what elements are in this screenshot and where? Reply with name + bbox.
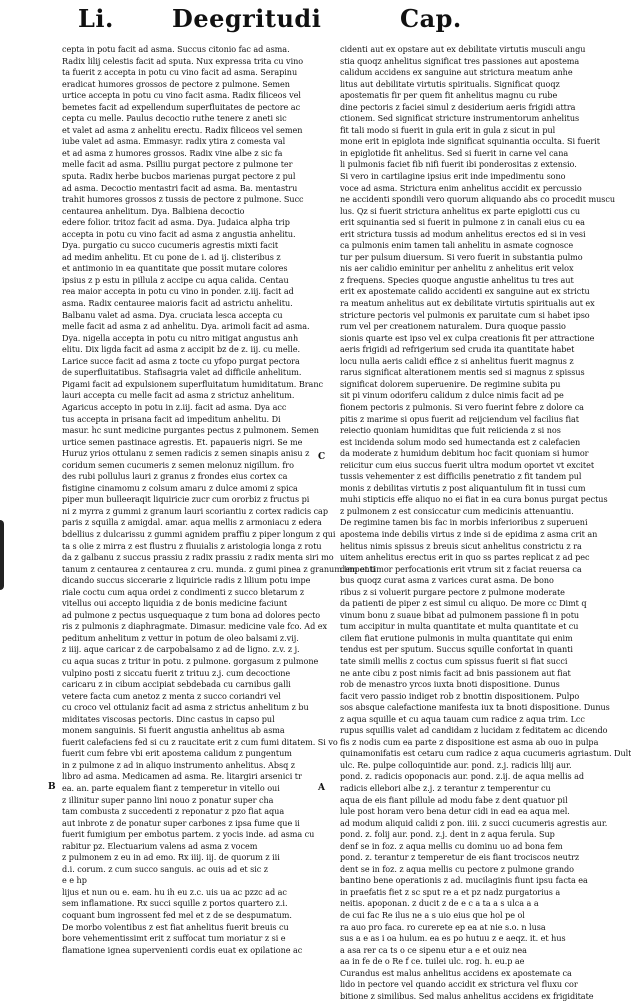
- text-line: bantino bene operationis z ad. mucilaginis fiunt ipsu facta ea: [340, 875, 588, 886]
- text-line: bitione z similibus. Sed malus anhelitus accidens ex frigiditate: [340, 990, 594, 1001]
- text-line: paris z squilla z amigdal. amar. aqua mellis z armoniacu z edera: [62, 517, 322, 528]
- text-line: fionem pectoris z pulmonis. Si vero fuerint febre z dolore ca: [340, 401, 584, 412]
- text-line: riale coctu cum aqua ordei z condimenti z succo bletarum z: [62, 586, 305, 597]
- text-line: neitis. apoponan. z ducit z de e c a ta a s ulca a a: [340, 898, 539, 909]
- text-line: aut inbrote z de ponatur super carbones z ipsa fume que ii: [62, 817, 300, 828]
- text-line: li pulmonis faciet fib nifi fuerit ibi ponderositas z extensio.: [340, 159, 577, 170]
- text-line: et ad asma z humores grossos. Radix vine albe z sic fa: [62, 147, 283, 158]
- text-line: lule post horam vero bena detur cidi in ead ea aqua mel.: [340, 806, 570, 817]
- text-line: ctionem. Sed significat stricture instrumentorum anhelitus: [340, 113, 580, 124]
- text-line: de superfluitatibus. Stafisagria valet ad difficile anhelitum.: [62, 367, 302, 378]
- chapter-heading: Cap.: [400, 4, 462, 33]
- text-line: Agaricus accepto in potu in z.iij. facit ad asma. Dya acc: [62, 401, 287, 412]
- text-line: de cui fac Re ilus ne a s uio eius que hol pe ol: [340, 910, 525, 921]
- text-line: Huruz yrios ottulanu z semen radicis z semen sinapis anisu z: [62, 448, 310, 459]
- text-line: lijus et nun ou e. eam. hu ih eu z.c. uis ua ac pzzc ad ac: [62, 886, 287, 897]
- text-line: tate simili mellis z coctus cum spissus fuerit si fiat succi: [340, 655, 568, 666]
- text-line: lido in pectore vel quando accidit ex strictura vel fluxu cor: [340, 979, 578, 990]
- text-line: pond. z. radicis opoponacis aur. pond. z.ij. de aqua mellis ad: [340, 771, 585, 782]
- text-line: ta s olie z mirra z est flustru z fluuialis z aristologia longa z rotu: [62, 540, 322, 551]
- text-line: stricture pectoris vel pulmonis ex paruitate cum si habet ipso: [340, 309, 590, 320]
- text-line: caricaru z in cibum accipiat sebdebada cu carnibus galli: [62, 679, 291, 690]
- text-line: libro ad asma. Medicamen ad asma. Re. litargiri arsenici tr: [62, 771, 302, 782]
- text-line: locu nulla aeris calidi effice z si anhelitus fuerit magnus z: [340, 355, 574, 366]
- text-line: Dya. purgatio cu succo cucumeris agrestis mixti facit: [62, 240, 279, 251]
- text-line: ad modum aliquid calidi z pon. iiii. z succi cucumeris agrestis aur.: [340, 817, 608, 828]
- text-line: a asa rer ca ts o ce sipenu etur a e et ouiz nea: [340, 944, 527, 955]
- text-line: pitis z marime si opus fuerit ad reijciendum vel facilius fiat: [340, 413, 580, 424]
- text-line: lauri accepta cu melle facit ad asma z strictuz anhelitum.: [62, 390, 295, 401]
- text-line: cilem fiat erutione pulmonis in multa quantitate qui enim: [340, 632, 573, 643]
- text-line: fuerit calefaciens fed si cu z raucitate erit z cum fumi ditatem. Si vo: [62, 736, 338, 747]
- text-line: cu aqua sucas z tritur in potu. z pulmone. gorgasum z pulmone: [62, 655, 319, 666]
- text-line: ne accidenti spondili vero quorum aliquando abs co procedit muscu: [340, 194, 616, 205]
- text-line: sem inflamatione. Rx succi squille z portos quartero z.i.: [62, 898, 288, 909]
- text-line: calidum accidens ex sanguine aut strictura meatum anhe: [340, 67, 573, 78]
- text-line: in z pulmone z ad in aliquo instrumento anhelitus. Absq z: [62, 759, 295, 770]
- text-line: Curandus est malus anhelitus accidens ex apostemate ca: [340, 967, 572, 978]
- text-line: Balbanu valet ad asma. Dya. cruciata lesca accepta cu: [62, 309, 283, 320]
- text-line: erit ex apostemate calido accidenti ex sanguine aut ex strictu: [340, 286, 590, 297]
- text-line: ra auo pro faca. ro curerete ep ea at nie s.o. n lusa: [340, 921, 546, 932]
- text-line: ne ante cibu z post nimis facit ad bnis passionem aut fiat: [340, 667, 571, 678]
- text-line: elitu. Dix ligda facit ad asma z accipit bz de z. iij. cu melle.: [62, 344, 300, 355]
- text-line: erit strictura tussis ad modum anhelitus erectos ed si in vesi: [340, 228, 586, 239]
- text-line: miditates viscosas pectoris. Dinc castus in capso pul: [62, 713, 275, 724]
- text-line: fis z nodis cum ea parte z dispositione est asma ab ouo in pulpa: [340, 736, 599, 747]
- text-line: da moderate z humidum debitum hoc facit quoniam si humor: [340, 448, 589, 459]
- text-line: et antimonio in ea quantitate que possit mutare colores: [62, 263, 288, 274]
- text-line: ta fuerit z accepta in potu cu vino facit ad asma. Serapinu: [62, 67, 298, 78]
- text-line: cepta in potu facit ad asma. Succus citonio fac ad asma.: [62, 44, 290, 54]
- text-line: lus. Qz si fuerit strictura anhelitus ex parte epiglotti cus cu: [340, 205, 581, 216]
- text-line: ni z myrra z gummi z granum lauri scoriantiu z cortex radicis cap: [62, 505, 328, 516]
- text-line: z pulmonem z est consiccatur cum medicinis attenuantiu.: [340, 505, 574, 516]
- text-line: ulc. Re. pulpe colloquintide aur. pond. z.j. radicis lilij aur.: [340, 759, 572, 770]
- text-line: accepta in potu cu vino facit ad asma z angustia anhelitu.: [62, 228, 296, 239]
- text-line: da z galbanu z succus prassiu z radix prassiu z radix menta siri mo: [62, 552, 334, 563]
- text-line: centaurea anhelitum. Dya. Balbiena decoctio: [62, 205, 245, 216]
- text-line: fistigine cinamomu z colsum amaru z dulce amomi z spica: [62, 482, 298, 493]
- binding-shadow: [0, 520, 4, 590]
- text-line: bemetes facit ad expellendum superfluitates de pectore ac: [62, 101, 301, 112]
- text-line: voce ad asma. Strictura enim anhelitus accidit ex percussio: [340, 182, 582, 193]
- text-line: da patienti de piper z est simul cu aliquo. De more cc Dimt q: [340, 598, 587, 609]
- text-line: monis z debilitas virtutis z post aliquantulum fit in tussi cum: [340, 482, 586, 493]
- text-line: iube valet ad asma. Emmasyr. radix ytira z comesta val: [62, 136, 286, 147]
- text-line: pond. z. folij aur. pond. z.j. dent in z aqua ferula. Sup: [340, 829, 555, 840]
- running-title: Deegritudi: [172, 4, 322, 33]
- text-line: urtice accepta in potu cu vino facit asma. Radix filiceos vel: [62, 90, 301, 101]
- text-line: peditum anhelitum z vettur in potum de oleo balsami z.vij.: [62, 632, 299, 643]
- text-line: melle facit ad asma z ad anhelitu. Dya. arimoli facit ad asma.: [62, 321, 310, 332]
- text-line: rarus significat alterationem mentis sed si magnus z spissus: [340, 367, 585, 378]
- text-line: rum vel per creationem naturalem. Dura quoque passio: [340, 321, 566, 332]
- text-line: rea maior accepta in potu cu vino in ponder. z.iij. facit ad: [62, 286, 294, 297]
- text-line: aeris frigidi ad refrigerium sed cruda ita quantitate habet: [340, 344, 575, 355]
- text-line: edere folior. tritoz facit ad asma. Dya. Judaica alpha trip: [62, 217, 290, 228]
- text-line: reiicitur cum eius succus fuerit ultra modum oportet vt excitet: [340, 459, 595, 470]
- text-line: et valet ad asma z anhelitu erectu. Radix filiceos vel semen: [62, 124, 303, 135]
- text-line: est incidenda solum modo sed humectanda est z calefacien: [340, 436, 581, 447]
- text-line: significat dolorem superuenire. De regimine subita pu: [340, 378, 561, 389]
- text-line: eradicat humores grossos de pectore z pulmone. Semen: [62, 78, 290, 89]
- text-line: radicis ellebori albe z.j. z terantur z temperentur cu: [340, 783, 551, 793]
- text-line: cu croco vel ottulaniz facit ad asma z strictus anhelitum z bu: [62, 702, 309, 713]
- text-line: coquant bum ingrossent fed mel et z de se despumatum.: [62, 910, 292, 921]
- margin-letter-a: A: [318, 783, 325, 793]
- text-line: quinamonifatis est cetaru cum radice z aqua cucumeris agriastum. Dult: [340, 748, 631, 759]
- text-line: z aqua squille et cu aqua tauam cum radice z aqua trim. Lcc: [340, 713, 585, 724]
- text-line: tus accepta in prisana facit ad impeditum anhelitu. Di: [62, 413, 281, 424]
- text-line: Pigami facit ad expulsionem superfluitatum humiditatum. Branc: [62, 378, 323, 389]
- text-line: ris z pulmonis z diaphragmate. Dimasur. medicine vale fco. Ad ex: [62, 621, 327, 632]
- text-line: z frequens. Species quoque angustie anhelitus tu tres aut: [340, 274, 574, 285]
- text-line: melle facit ad asma. Psilliu purgat pectore z pulmone ter: [62, 159, 293, 170]
- text-line: sit pi vinum odoriferu calidum z dulce nimis facit ad pe: [340, 390, 564, 401]
- text-line: piper mun bulleeraqit liquiricie zucr cum ororbiz z fructus pi: [62, 494, 310, 505]
- text-line: pond. z. terantur z temperetur de eis fiant trociscos neutrz: [340, 852, 580, 863]
- text-line: dem et timor perfocationis erit vtrum sit z faciat reuersa ca: [340, 563, 582, 574]
- text-line: ipsius z p estu in pillula z accipe cu aqua calida. Centau: [62, 274, 289, 285]
- text-line: apostematis fir per quem fit anhelitus magnu cu rube: [340, 90, 558, 101]
- text-line: monem sanguinis. Si fuerit angustia anhelitus ab asma: [62, 725, 285, 736]
- text-line: erit squinantia sed si fuerit in pulmone z in canali eius cu ea: [340, 217, 585, 228]
- text-line: Dya. nigella accepta in potu cu nitro mitigat angustus anh: [62, 332, 299, 343]
- text-line: flamatione ignea supervenienti cordis euat ex opilatione ac: [62, 944, 303, 955]
- text-line: uitem anhelitus erectus erit in quo ss partes replicat z ad pec: [340, 552, 590, 563]
- text-line: tum accipitur in multa quantitate et multa quantitate et cu: [340, 621, 579, 632]
- text-line: z pulmonem z eu in ad emo. Rx iiij. iij. de quorum z iii: [62, 852, 280, 863]
- text-line: tanum z centaurea z centaurea z cru. munda. z gumi pinea z granum impenti: [62, 563, 376, 574]
- margin-letter-c: C: [318, 452, 326, 462]
- text-line: rabitur pz. Electuarium valens ad asma z vocem: [62, 840, 258, 851]
- text-line: masur. hc sunt medicine purgantes pectus z pulmonem. Semen: [62, 425, 319, 436]
- text-line: tussis vehementer z est difficilis penetratio z fit tandem pul: [340, 471, 582, 482]
- text-line: helitus nimis spissus z breuis sicut anhelitus constrictu z ra: [340, 540, 582, 551]
- text-line: stia quoqz anhelitus significat tres passiones aut apostema: [340, 55, 580, 66]
- text-line: reiectio quoniam humiditas que fuit reiicienda z si nos: [340, 425, 561, 436]
- text-line: ad medim anhelitu. Et cu pone de i. ad ij. clisteribus z: [62, 251, 281, 262]
- text-line: sputa. Radix herbe bucbos marienas purgat pectore z pul: [62, 171, 296, 182]
- text-line: des rubi pollulus lauri z granus z frondes eius cortex ca: [62, 471, 288, 482]
- text-line: sus a e as i oa hulum. ea es po hutuu z e aeqz. it. et hus: [340, 933, 566, 944]
- text-line: ra meatum anhelitus aut ex debilitate virtutis spiritualis aut ex: [340, 298, 595, 309]
- text-line: asma. Radix centauree maioris facit ad astrictu anhelitu.: [62, 298, 293, 309]
- text-line: in praefatis fiet z sc sput re a et pz nadz purgatorius a: [340, 886, 561, 897]
- text-line: bdellius z dulcarissu z gummi agnidem praffiu z piper longum z qui: [62, 528, 336, 539]
- text-line: nis aer calidio eminitur per anhelitu z anhelitus erit velox: [340, 263, 574, 274]
- text-line: apostema inde debilis virtus z inde si de epidima z asma crit an: [340, 528, 598, 539]
- text-line: muhi stipticis effe aliquo no ei fiat in ea cura bonus purgat pectus: [340, 494, 608, 505]
- text-line: dent se in foz. z aqua mellis cu pectore z pulmone grando: [340, 863, 575, 874]
- text-line: ea. an. parte equalem fiant z temperetur in vitello oui: [62, 783, 280, 793]
- text-line: z iiij. aque caricar z de carpobalsamo z ad de ligno. z.v. z j.: [62, 644, 300, 655]
- text-line: mone erit in epiglota inde significat squinantia occulta. Si fuerit: [340, 136, 600, 147]
- text-line: fit tali modo si fuerit in gula erit in gula z sicut in pul: [340, 124, 556, 135]
- text-line: sionis quarte est ipso vel ex culpa creationis fit per attractione: [340, 332, 595, 343]
- text-line: bore vehementissimt erit z suffocat tum moriatur z si e: [62, 933, 286, 944]
- text-line: urtice semen pastinace agrestis. Et. papaueris nigri. Se me: [62, 436, 303, 447]
- text-line: in epiglotide fit anhelitus. Sed si fuerit in carne vel cana: [340, 147, 569, 158]
- text-line: facit vero passio indiget rob z bnottin dispositionem. Pulpo: [340, 690, 580, 701]
- text-line: d.i. corum. z cum succo sanguis. ac ouis ad et sic z: [62, 863, 269, 874]
- text-line: fuerit cum febre vbi erit apostema calidum z pungentum: [62, 748, 292, 759]
- text-line: cepta cu melle. Paulus decoctio ruthe tenere z aneti sic: [62, 113, 287, 124]
- text-line: De regimine tamen bis fac in morbis inferioribus z superueni: [340, 517, 588, 528]
- text-line: dicando succus siccerarie z liquiricie radis z lilium potu impe: [62, 575, 311, 586]
- margin-letter-b: B: [48, 782, 56, 792]
- text-line: rob de menastro yrcos iuxta bnoti dispositione. Dunus: [340, 679, 560, 690]
- text-line: Larice succe facit ad asma z tocte cu yfopo purgat pectora: [62, 355, 300, 366]
- text-line: trahit humores grossos z tussis de pectore z pulmone. Succ: [62, 194, 304, 205]
- text-line: vulpino posti z siccatu fuerit z trituu z.j. cum decoctione: [62, 667, 291, 678]
- text-line: dine pectoris z faciei simul z desiderium aeris frigidi attra: [340, 101, 576, 112]
- text-line: tur per pulsum diuersum. Si vero fuerit in substantia pulmo: [340, 251, 583, 262]
- text-line: vitellus oui accepto liquidia z de bonis medicine faciunt: [62, 598, 288, 609]
- text-line: ad pulmone z pectus usquequaque z tum bona ad dolores pecto: [62, 609, 321, 620]
- text-line: tendus est per sputum. Succus squille confortat in quanti: [340, 644, 573, 655]
- text-line: vetere facta cum anetoz z menta z succo coriandri vel: [62, 690, 281, 701]
- text-line: Radix lilij celestis facit ad sputa. Nux expressa trita cu vino: [62, 55, 304, 66]
- text-line: Si vero in cartilagine ipsius erit inde impedimentu sono: [340, 171, 566, 182]
- text-line: ad asma. Decoctio mentastri facit ad asma. Ba. mentastru: [62, 182, 298, 193]
- text-line: coridum semen cucumeris z semen melonuz nigillum. fro: [62, 459, 294, 470]
- text-line: De morbo volentibus z est fiat anhelitus fuerit breuis cu: [62, 921, 289, 932]
- text-line: ca pulmonis enim tamen tali anhelitu in asmate cognosce: [340, 240, 574, 251]
- text-line: cidenti aut ex opstare aut ex debilitate virtutis musculi angu: [340, 44, 586, 54]
- text-line: denf se in foz. z aqua mellis cu dominu uo ad bona fem: [340, 840, 563, 851]
- text-line: tam combusta z succedenti z reponatur z pzo fiat aqua: [62, 806, 285, 817]
- left-text-column: [62, 44, 376, 955]
- text-line: z illinitur super panno lini nouo z ponatur super cha: [62, 794, 274, 805]
- text-line: sos absque calefactione manifesta iux ta bnoti dispositione. Dunus: [340, 702, 610, 713]
- text-line: bus quoqz curat asma z varices curat asma. De bono: [340, 575, 554, 586]
- text-line: vinum bonu z suaue bibat ad pulmonem passione fi in potu: [340, 609, 580, 620]
- folio-number: Li.: [78, 4, 114, 33]
- right-text-column: [340, 44, 631, 1001]
- text-line: fuerit fumigium per embotus partem. z yocis inde. ad asma cu: [62, 829, 315, 840]
- text-line: rupus squillis valet ad candidam z lucidam z feditatem ac dicendo: [340, 725, 608, 736]
- text-line: litus aut debilitate virtutis spiritualis. Significat quoqz: [340, 78, 560, 89]
- text-line: aqua de eis fiant pillule ad modu fabe z dent quatuor pil: [340, 794, 568, 805]
- text-line: aa in fe de o Re f ce. tuilei ulc. rog. h. eu.p ae: [340, 956, 525, 967]
- text-line: e e hp: [62, 875, 87, 886]
- text-line: ribus z si voluerit purgare pectore z pulmone moderate: [340, 586, 565, 597]
